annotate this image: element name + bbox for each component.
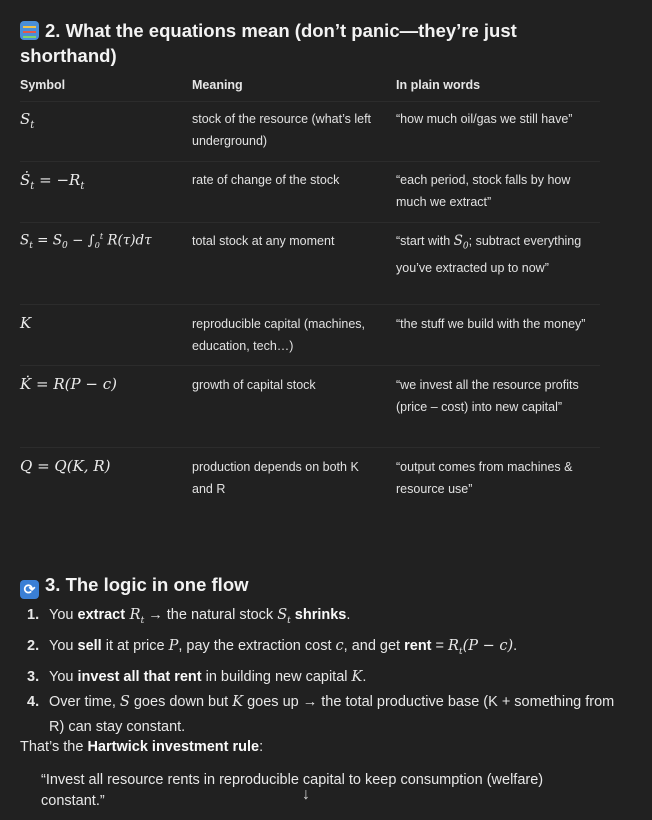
meaning-cell: rate of change of the stock	[192, 173, 340, 187]
plain-cell: “output comes from machines & resource use”	[396, 460, 573, 496]
table-divider	[20, 365, 600, 366]
symbol-production: Q = Q(K, R)	[20, 457, 111, 475]
plain-cell: “we invest all the resource profits (price – cost) into new capital”	[396, 378, 579, 414]
cycle-icon: ⟳	[20, 580, 39, 599]
symbol-capital: K	[20, 314, 32, 332]
header-plain-words: In plain words	[396, 78, 481, 92]
meaning-cell: reproducible capital (machines, education, tech…)	[192, 317, 366, 353]
table-divider	[20, 304, 600, 305]
list-item: 4. Over time, S goes down but K goes up → the total productive base (K + something from R) can stay constant.	[27, 693, 615, 735]
meaning-cell: growth of capital stock	[192, 378, 316, 392]
arrow-down-icon[interactable]: ↓	[302, 786, 310, 803]
plain-cell: “start with $S_0$; subtract everything you’ve extracted up to now”	[396, 233, 582, 276]
meaning-cell: stock of the resource (what’s left underground)	[192, 112, 372, 148]
table-divider	[20, 222, 600, 223]
table-divider	[20, 447, 600, 448]
section-2-heading: 2. What the equations mean (don’t panic—they’re just shorthand)	[20, 20, 517, 66]
abacus-icon	[20, 21, 39, 40]
plain-cell: “how much oil/gas we still have”	[396, 112, 573, 126]
meaning-cell: total stock at any moment	[192, 234, 335, 248]
list-item: 3. You invest all that rent in building new capital K.	[27, 668, 367, 685]
header-symbol: Symbol	[20, 78, 66, 92]
table-divider	[20, 161, 600, 162]
symbol-stock: $S_t$	[20, 110, 35, 131]
header-meaning: Meaning	[192, 78, 243, 92]
list-item: 2. You sell it at price P, pay the extraction cost c, and get rent = $R_t(P - c)$.	[27, 637, 518, 657]
meaning-cell: production depends on both K and R	[192, 460, 359, 496]
plain-cell: “each period, stock falls by how much we extract”	[396, 173, 571, 209]
list-item: 1. You extract $R_t$ → the natural stock $S_t$ shrinks.	[27, 607, 351, 626]
symbol-capital-growth: K̇ = R(P − c)	[20, 375, 117, 393]
symbol-stock-rate: Ṡ$_t$ = $-R_t$	[20, 171, 85, 192]
rule-quote: “Invest all resource rents in reproducible capital to keep consumption (welfare) constant.”	[41, 772, 544, 809]
plain-cell: “the stuff we build with the money”	[396, 317, 586, 331]
table-divider	[20, 101, 600, 102]
section-3-heading: ⟳ 3. The logic in one flow	[20, 572, 249, 599]
hartwick-rule-line: That’s the Hartwick investment rule:	[20, 739, 264, 755]
logic-steps-list	[20, 603, 620, 740]
symbol-stock-integral: $S_t = S_0 - \int_0^t$ R(τ)dτ	[20, 232, 152, 252]
